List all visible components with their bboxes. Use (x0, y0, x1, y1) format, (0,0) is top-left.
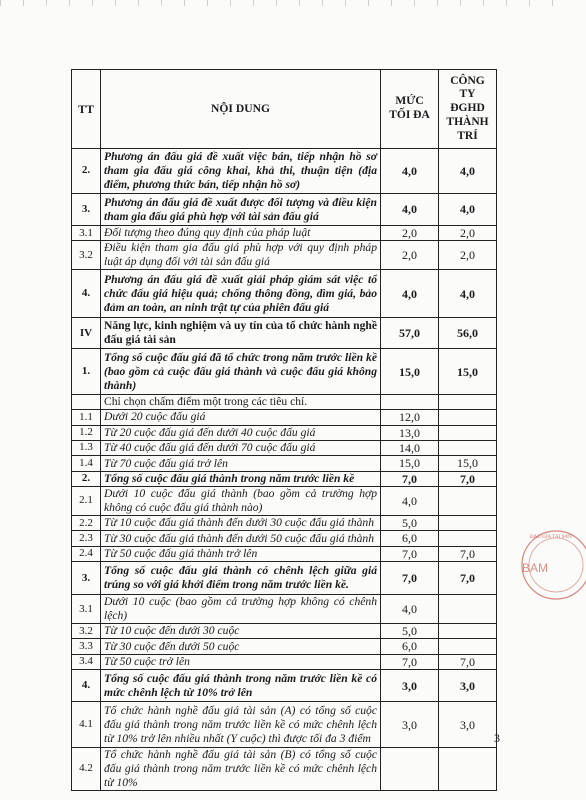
page-number: 3 (494, 731, 500, 745)
row-muc-toi-da: 5,0 (381, 624, 439, 639)
row-content: Dưới 10 cuộc đấu giá thành (bao gồm cả trường hợp không có cuộc đấu giá thành nào) (101, 487, 381, 516)
row-muc-toi-da: 7,0 (381, 654, 439, 669)
row-tt: 4.2 (72, 748, 101, 791)
row-tt: 3.3 (72, 639, 101, 654)
row-cong-ty (439, 624, 497, 639)
row-cong-ty (439, 410, 497, 425)
row-tt: 4. (72, 270, 101, 318)
table-row (72, 471, 497, 486)
row-content: Từ 40 cuộc đấu giá đến dưới 70 cuộc đấu giá (101, 440, 381, 455)
table-row (72, 318, 497, 349)
row-tt: 1.1 (72, 410, 101, 425)
table-row (72, 440, 497, 455)
row-cong-ty (439, 425, 497, 440)
row-cong-ty: 56,0 (439, 318, 497, 349)
row-muc-toi-da: 12,0 (381, 410, 439, 425)
row-cong-ty (439, 395, 497, 410)
row-content: Từ 50 cuộc đấu giá thành trở lên (101, 546, 381, 561)
row-muc-toi-da: 13,0 (381, 425, 439, 440)
row-tt: 1.3 (72, 440, 101, 455)
row-muc-toi-da: 14,0 (381, 440, 439, 455)
row-tt: 3.1 (72, 595, 101, 624)
row-cong-ty: 4,0 (439, 270, 497, 318)
red-stamp (516, 520, 586, 610)
header-cong-ty: CÔNG TY ĐGHD THÀNH TRÍ (439, 70, 497, 149)
row-tt: 3.4 (72, 654, 101, 669)
row-muc-toi-da (381, 748, 439, 791)
row-tt: 1. (72, 349, 101, 395)
row-tt (72, 395, 101, 410)
row-cong-ty (439, 516, 497, 531)
row-content: Từ 30 cuộc đấu giá thành đến dưới 50 cuộc đấu giá thành (101, 531, 381, 546)
row-content: Phương án đấu giá đề xuất được đối tượng và điều kiện tham gia đấu giá phù hợp với tài sản đấu giá (101, 194, 381, 226)
row-tt: IV (72, 318, 101, 349)
row-muc-toi-da: 4,0 (381, 595, 439, 624)
row-cong-ty: 4,0 (439, 194, 497, 226)
row-cong-ty: 7,0 (439, 471, 497, 486)
table-row (72, 410, 497, 425)
table-row (72, 546, 497, 561)
row-muc-toi-da: 6,0 (381, 639, 439, 654)
row-cong-ty: 4,0 (439, 149, 497, 194)
row-content: Năng lực, kinh nghiệm và uy tín của tổ chức hành nghề đấu giá tài sản (101, 318, 381, 349)
row-muc-toi-da: 15,0 (381, 349, 439, 395)
table-body (72, 149, 497, 791)
row-muc-toi-da: 2,0 (381, 241, 439, 270)
row-muc-toi-da: 7,0 (381, 471, 439, 486)
table-row (72, 654, 497, 669)
row-cong-ty (439, 487, 497, 516)
row-cong-ty: 15,0 (439, 456, 497, 471)
table-row (72, 516, 497, 531)
row-muc-toi-da: 3,0 (381, 670, 439, 702)
row-tt: 3.2 (72, 241, 101, 270)
header-noi-dung: NỘI DUNG (101, 70, 381, 149)
table-row (72, 395, 497, 410)
row-muc-toi-da: 2,0 (381, 226, 439, 241)
table-row (72, 425, 497, 440)
row-cong-ty: 7,0 (439, 562, 497, 595)
row-content: Tổ chức hành nghề đấu giá tài sản (A) có tổng số cuộc đấu giá thành trong năm trước liền kề có mức chênh lệch từ 10% trở lên nhiều nhất (Y cuộc) thì được tối đa 3 điểm (101, 702, 381, 748)
row-muc-toi-da: 4,0 (381, 194, 439, 226)
header-muc-toi-da: MỨC TỐI ĐA (381, 70, 439, 149)
row-muc-toi-da: 5,0 (381, 516, 439, 531)
table-row (72, 456, 497, 471)
row-muc-toi-da: 4,0 (381, 270, 439, 318)
row-muc-toi-da: 7,0 (381, 562, 439, 595)
row-content: Từ 20 cuộc đấu giá đến dưới 40 cuộc đấu giá (101, 425, 381, 440)
row-tt: 2.3 (72, 531, 101, 546)
row-muc-toi-da: 4,0 (381, 149, 439, 194)
row-tt: 4. (72, 670, 101, 702)
table-row (72, 531, 497, 546)
row-content: Phương án đấu giá đề xuất giải pháp giám sát việc tổ chức đấu giá hiệu quả; chống thông đồng, dìm giá, bảo đảm an toàn, an ninh trật tự của phiên đấu giá (101, 270, 381, 318)
row-cong-ty: 2,0 (439, 226, 497, 241)
row-content: Từ 30 cuộc đến dưới 50 cuộc (101, 639, 381, 654)
row-content: Dưới 20 cuộc đấu giá (101, 410, 381, 425)
row-cong-ty (439, 440, 497, 455)
table-header-row (72, 70, 497, 149)
row-muc-toi-da: 6,0 (381, 531, 439, 546)
row-tt: 2. (72, 149, 101, 194)
scoring-table (71, 69, 497, 791)
svg-text:ĐẤU GIÁ TÀI SẢN: ĐẤU GIÁ TÀI SẢN (530, 535, 572, 540)
row-content: Phương án đấu giá đề xuất việc bán, tiếp nhận hồ sơ tham gia đấu giá công khai, khả thi, thuận tiện (địa điểm, phương thức bán, tiếp nhận hồ sơ) (101, 149, 381, 194)
row-muc-toi-da: 57,0 (381, 318, 439, 349)
row-content: Tổng số cuộc đấu giá thành trong năm trước liền kề có mức chênh lệch từ 10% trở lên (101, 670, 381, 702)
row-content: Đối tượng theo đúng quy định của pháp luật (101, 226, 381, 241)
table-row (72, 748, 497, 791)
table-row (72, 562, 497, 595)
table-row (72, 149, 497, 194)
row-cong-ty: 3,0 (439, 670, 497, 702)
row-muc-toi-da (381, 395, 439, 410)
row-muc-toi-da: 4,0 (381, 487, 439, 516)
row-content: Tổng số cuộc đấu giá thành có chênh lệch giữa giá trúng so với giá khởi điểm trong năm trước liền kề. (101, 562, 381, 595)
table-row (72, 595, 497, 624)
table-row (72, 702, 497, 748)
table-row (72, 270, 497, 318)
table-row (72, 639, 497, 654)
row-tt: 4.1 (72, 702, 101, 748)
row-content: Từ 70 cuộc đấu giá trở lên (101, 456, 381, 471)
row-muc-toi-da: 7,0 (381, 546, 439, 561)
row-muc-toi-da: 3,0 (381, 702, 439, 748)
table-row (72, 349, 497, 395)
row-cong-ty (439, 531, 497, 546)
row-content: Tổng số cuộc đấu giá đã tổ chức trong năm trước liền kề (bao gồm cả cuộc đấu giá thành và cuộc đấu giá không thành) (101, 349, 381, 395)
row-tt: 3. (72, 562, 101, 595)
row-cong-ty: 15,0 (439, 349, 497, 395)
row-cong-ty (439, 595, 497, 624)
scan-top-edge (0, 0, 565, 6)
header-tt: TT (72, 70, 101, 149)
row-tt: 2. (72, 471, 101, 486)
row-content: Từ 10 cuộc đấu giá thành đến dưới 30 cuộc đấu giá thành (101, 516, 381, 531)
row-cong-ty: 3,0 (439, 702, 497, 748)
row-muc-toi-da: 15,0 (381, 456, 439, 471)
table-row (72, 670, 497, 702)
row-cong-ty: 7,0 (439, 654, 497, 669)
row-content: Dưới 10 cuộc (bao gồm cả trường hợp không có chênh lệch) (101, 595, 381, 624)
table-row (72, 194, 497, 226)
row-cong-ty (439, 748, 497, 791)
row-cong-ty (439, 639, 497, 654)
row-content: Chỉ chọn chấm điểm một trong các tiêu chí. (101, 395, 381, 410)
row-content: Từ 50 cuộc trở lên (101, 654, 381, 669)
row-cong-ty: 7,0 (439, 546, 497, 561)
table-row (72, 624, 497, 639)
table-row (72, 241, 497, 270)
row-content: Tổ chức hành nghề đấu giá tài sản (B) có tổng số cuộc đấu giá thành trong năm trước liền kề có mức chênh lệch từ 10% (101, 748, 381, 791)
table-row (72, 226, 497, 241)
row-content: Điều kiện tham gia đấu giá phù hợp với quy định pháp luật áp dụng đối với tài sản đấu giá (101, 241, 381, 270)
row-tt: 1.2 (72, 425, 101, 440)
svg-text:BAM: BAM (522, 561, 549, 575)
row-tt: 2.2 (72, 516, 101, 531)
row-content: Tổng số cuộc đấu giá thành trong năm trước liền kề (101, 471, 381, 486)
row-tt: 2.4 (72, 546, 101, 561)
row-tt: 1.4 (72, 456, 101, 471)
row-cong-ty: 2,0 (439, 241, 497, 270)
row-tt: 3. (72, 194, 101, 226)
row-tt: 2.1 (72, 487, 101, 516)
row-content: Từ 10 cuộc đến dưới 30 cuộc (101, 624, 381, 639)
row-tt: 3.2 (72, 624, 101, 639)
row-tt: 3.1 (72, 226, 101, 241)
table-row (72, 487, 497, 516)
